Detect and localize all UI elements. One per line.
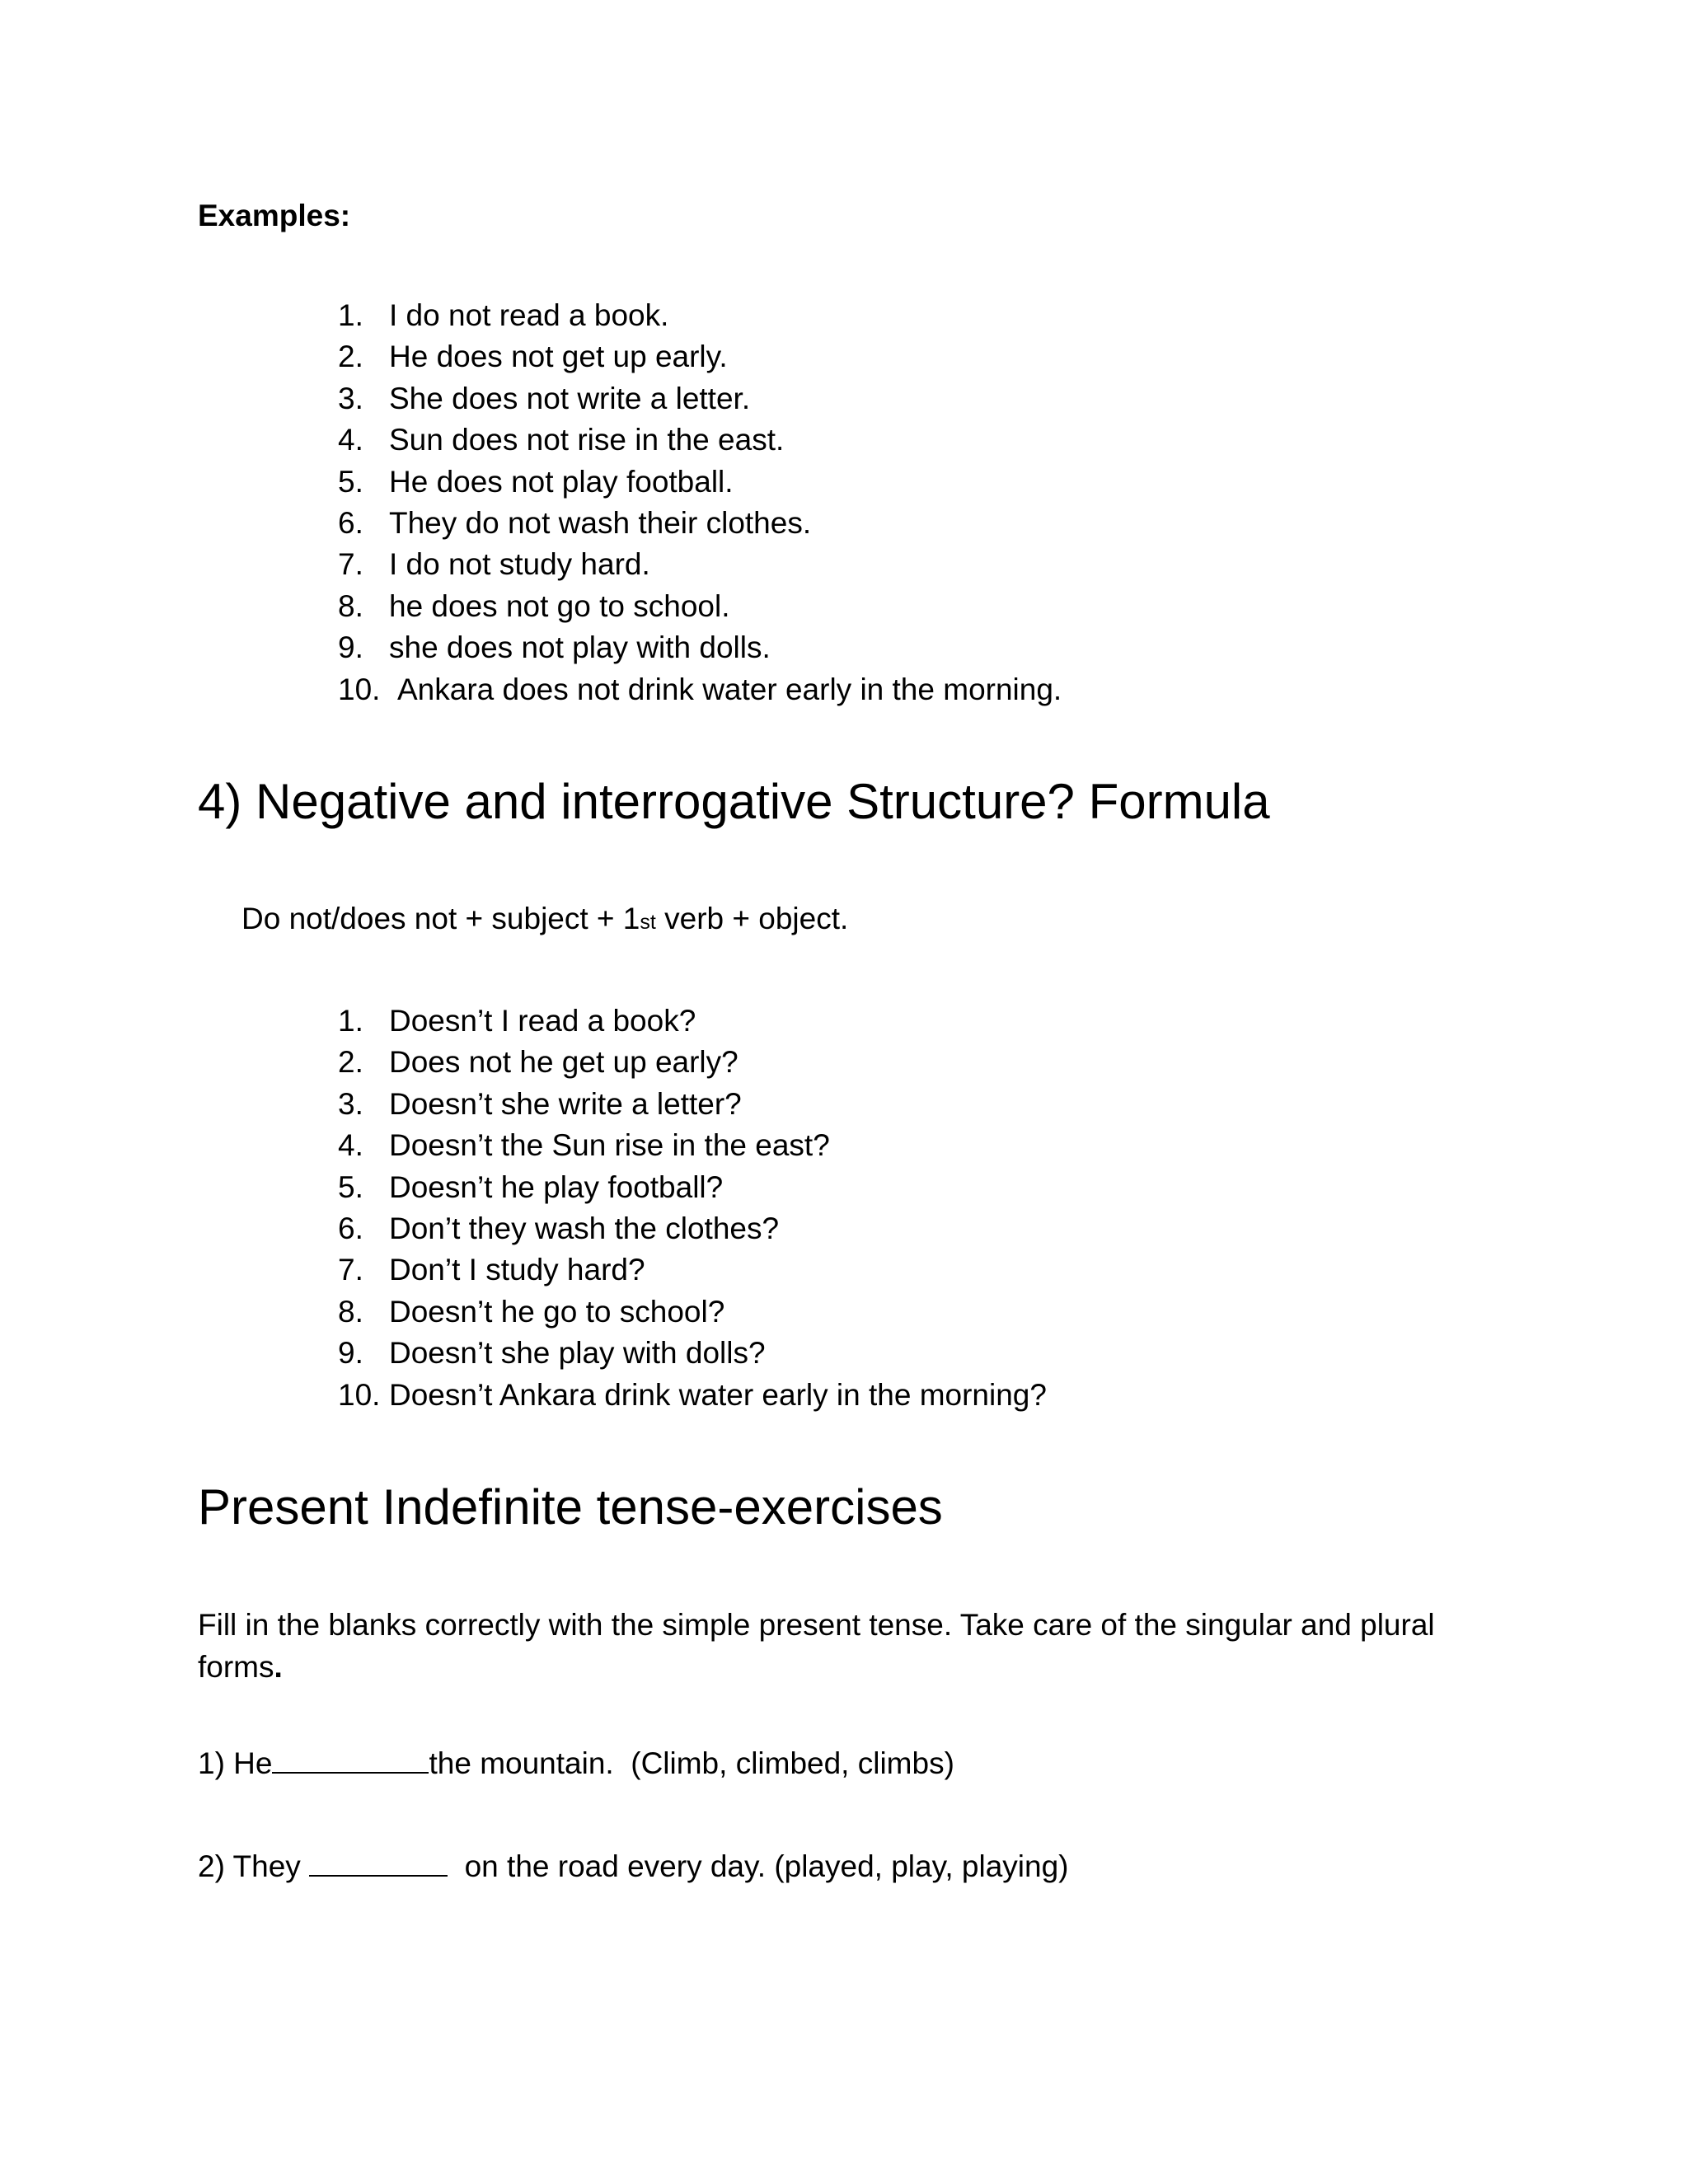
list-item-text: Ankara does not drink water early in the morning.: [397, 672, 1062, 706]
list-item-text: she does not play with dolls.: [389, 630, 771, 665]
list-item: [338, 1084, 1047, 1125]
list-number: 3.: [338, 1086, 363, 1121]
list-item: [338, 503, 1062, 544]
exercise-text-before: 1) He: [198, 1746, 273, 1780]
list-item-text: Doesn’t the Sun rise in the east?: [389, 1128, 830, 1163]
list-number: 9.: [338, 630, 363, 665]
list-item-text: They do not wash their clothes.: [389, 506, 812, 541]
list-item-text: Doesn’t I read a book?: [389, 1004, 696, 1038]
interrogative-examples-list: [338, 1001, 1047, 1416]
list-item-text: Doesn’t she write a letter?: [389, 1086, 742, 1121]
exercise-item-1: [198, 1746, 954, 1782]
list-number: 10.: [338, 1377, 381, 1412]
list-item-text: Doesn’t Ankara drink water early in the morning?: [389, 1377, 1047, 1412]
list-number: 2.: [338, 1045, 363, 1080]
list-item-text: She does not write a letter.: [389, 381, 751, 415]
list-item-text: I do not study hard.: [389, 547, 650, 582]
list-number: 9.: [338, 1336, 363, 1371]
list-item-text: He does not play football.: [389, 464, 734, 499]
list-item-text: Don’t I study hard?: [389, 1253, 645, 1287]
formula-text-end: verb + object.: [655, 902, 849, 935]
list-item: [338, 1167, 1047, 1208]
list-number: 6.: [338, 1212, 363, 1246]
fill-in-blank: [309, 1850, 448, 1877]
instruction-text: Fill in the blanks correctly with the simple present tense. Take care of the singular and plural forms: [198, 1608, 1435, 1684]
instruction-period: .: [274, 1650, 283, 1684]
list-item: [338, 627, 1062, 668]
list-item: [338, 1042, 1047, 1083]
list-number: 1.: [338, 1004, 363, 1038]
negative-examples-list: [338, 295, 1062, 710]
list-number: 8.: [338, 588, 363, 623]
list-item: [338, 378, 1062, 419]
list-item-text: He does not get up early.: [389, 340, 728, 374]
list-item: [338, 295, 1062, 336]
list-number: 1.: [338, 298, 363, 332]
exercise-text-before: 2) They: [198, 1849, 310, 1883]
list-number: 10.: [338, 672, 381, 706]
list-item-text: Doesn’t he play football?: [389, 1169, 724, 1204]
list-item-text: Don’t they wash the clothes?: [389, 1212, 780, 1246]
examples-label: Examples:: [198, 199, 351, 232]
list-number: 2.: [338, 340, 363, 374]
list-item: [338, 586, 1062, 627]
list-item: [338, 669, 1062, 710]
list-number: 5.: [338, 1169, 363, 1204]
list-item-text: Doesn’t he go to school?: [389, 1294, 725, 1329]
list-number: 5.: [338, 464, 363, 499]
exercise-text-after: the mountain. (Climb, climbed, climbs): [429, 1746, 954, 1780]
list-item: [338, 1125, 1047, 1166]
list-item: [338, 1001, 1047, 1042]
fill-in-blank: [272, 1747, 429, 1774]
list-number: 7.: [338, 547, 363, 582]
list-number: 6.: [338, 506, 363, 541]
list-item-text: Doesn’t she play with dolls?: [389, 1336, 766, 1371]
list-item: [338, 462, 1062, 503]
exercise-text-after: on the road every day. (played, play, playing): [448, 1849, 1069, 1883]
list-item-text: Does not he get up early?: [389, 1045, 738, 1080]
exercise-instruction: [198, 1604, 1517, 1688]
list-item: [338, 1333, 1047, 1374]
list-item-text: I do not read a book.: [389, 298, 669, 332]
list-number: 4.: [338, 1128, 363, 1163]
list-item: [338, 1208, 1047, 1249]
formula-text-start: Do not/does not + subject + 1: [241, 902, 640, 935]
formula-text: [241, 901, 848, 940]
list-item: [338, 1375, 1047, 1416]
list-item: [338, 1249, 1047, 1291]
list-number: 4.: [338, 423, 363, 457]
section-heading-negative-interrogative: 4) Negative and interrogative Structure? Formula: [198, 774, 1270, 829]
list-item: [338, 419, 1062, 461]
formula-ordinal-suffix: st: [640, 911, 656, 934]
list-item-text: he does not go to school.: [389, 588, 730, 623]
list-number: 3.: [338, 381, 363, 415]
exercise-item-2: [198, 1849, 1069, 1885]
list-item: [338, 544, 1062, 585]
list-item: [338, 336, 1062, 377]
section-heading-exercises: Present Indefinite tense-exercises: [198, 1479, 943, 1535]
list-item-text: Sun does not rise in the east.: [389, 423, 785, 457]
list-item: [338, 1291, 1047, 1333]
list-number: 7.: [338, 1253, 363, 1287]
list-number: 8.: [338, 1294, 363, 1329]
